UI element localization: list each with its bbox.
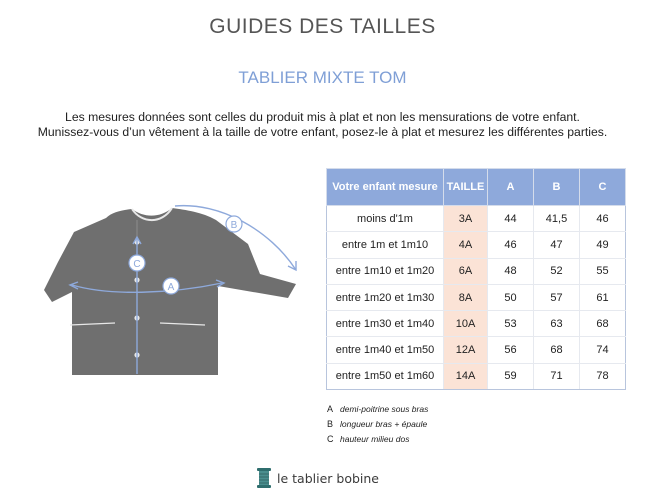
- cell-a: 56: [488, 337, 534, 363]
- cell-a: 53: [488, 311, 534, 337]
- cell-taille: 3A: [444, 206, 488, 232]
- header-taille: TAILLE: [444, 169, 488, 206]
- table-row: [327, 284, 626, 310]
- legend-item: [327, 432, 428, 447]
- table-row: [327, 258, 626, 284]
- cell-b: 47: [534, 232, 580, 258]
- brand-logo: [256, 465, 379, 491]
- legend-item: [327, 402, 428, 417]
- legend-letter: A: [327, 404, 334, 414]
- cell-b: 52: [534, 258, 580, 284]
- cell-mesure: entre 1m50 et 1m60: [327, 363, 444, 389]
- cell-taille: 12A: [444, 337, 488, 363]
- intro-line-1: Les mesures données sont celles du produit mis à plat et non les mensurations de votre enfant.: [65, 110, 580, 124]
- cell-b: 57: [534, 284, 580, 310]
- cell-taille: 8A: [444, 284, 488, 310]
- header-mesure: Votre enfant mesure: [327, 169, 444, 206]
- cell-mesure: entre 1m et 1m10: [327, 232, 444, 258]
- legend-letter: C: [327, 434, 334, 444]
- table-row: [327, 337, 626, 363]
- cell-mesure: entre 1m20 et 1m30: [327, 284, 444, 310]
- cell-a: 50: [488, 284, 534, 310]
- cell-taille: 6A: [444, 258, 488, 284]
- header-c: C: [580, 169, 626, 206]
- cell-mesure: entre 1m10 et 1m20: [327, 258, 444, 284]
- garment-illustration: [40, 190, 310, 400]
- cell-taille: 4A: [444, 232, 488, 258]
- cell-b: 63: [534, 311, 580, 337]
- cell-c: 61: [580, 284, 626, 310]
- legend-letter: B: [327, 419, 334, 429]
- table-row: [327, 206, 626, 232]
- cell-c: 49: [580, 232, 626, 258]
- cell-b: 71: [534, 363, 580, 389]
- spool-icon: [256, 467, 272, 489]
- cell-mesure: entre 1m30 et 1m40: [327, 311, 444, 337]
- svg-text:A: A: [167, 282, 175, 293]
- product-name: TABLIER MIXTE TOM: [238, 68, 407, 87]
- cell-a: 46: [488, 232, 534, 258]
- svg-text:B: B: [230, 220, 238, 231]
- cell-mesure: moins d'1m: [327, 206, 444, 232]
- legend-desc: demi-poitrine sous bras: [340, 404, 429, 414]
- brand-name: le tablier bobine: [277, 470, 379, 486]
- table-header-row: [327, 169, 626, 206]
- size-table: [326, 168, 626, 390]
- legend-desc: longueur bras + épaule: [340, 419, 428, 429]
- cell-c: 78: [580, 363, 626, 389]
- header-a: A: [488, 169, 534, 206]
- svg-text:C: C: [133, 259, 141, 270]
- table-row: [327, 232, 626, 258]
- legend-item: [327, 417, 428, 432]
- cell-a: 48: [488, 258, 534, 284]
- cell-taille: 10A: [444, 311, 488, 337]
- cell-c: 68: [580, 311, 626, 337]
- cell-b: 41,5: [534, 206, 580, 232]
- cell-b: 68: [534, 337, 580, 363]
- legend-desc: hauteur milieu dos: [340, 434, 410, 444]
- cell-c: 46: [580, 206, 626, 232]
- cell-c: 74: [580, 337, 626, 363]
- cell-mesure: entre 1m40 et 1m50: [327, 337, 444, 363]
- table-row: [327, 363, 626, 389]
- cell-a: 44: [488, 206, 534, 232]
- page-title: GUIDES DES TAILLES: [209, 15, 436, 38]
- cell-taille: 14A: [444, 363, 488, 389]
- measure-legend: [327, 402, 428, 447]
- header-b: B: [534, 169, 580, 206]
- cell-c: 55: [580, 258, 626, 284]
- cell-a: 59: [488, 363, 534, 389]
- intro-text: [0, 110, 645, 140]
- intro-line-2: Munissez-vous d’un vêtement à la taille de votre enfant, posez-le à plat et mesurez les différentes parties.: [37, 125, 608, 139]
- table-row: [327, 311, 626, 337]
